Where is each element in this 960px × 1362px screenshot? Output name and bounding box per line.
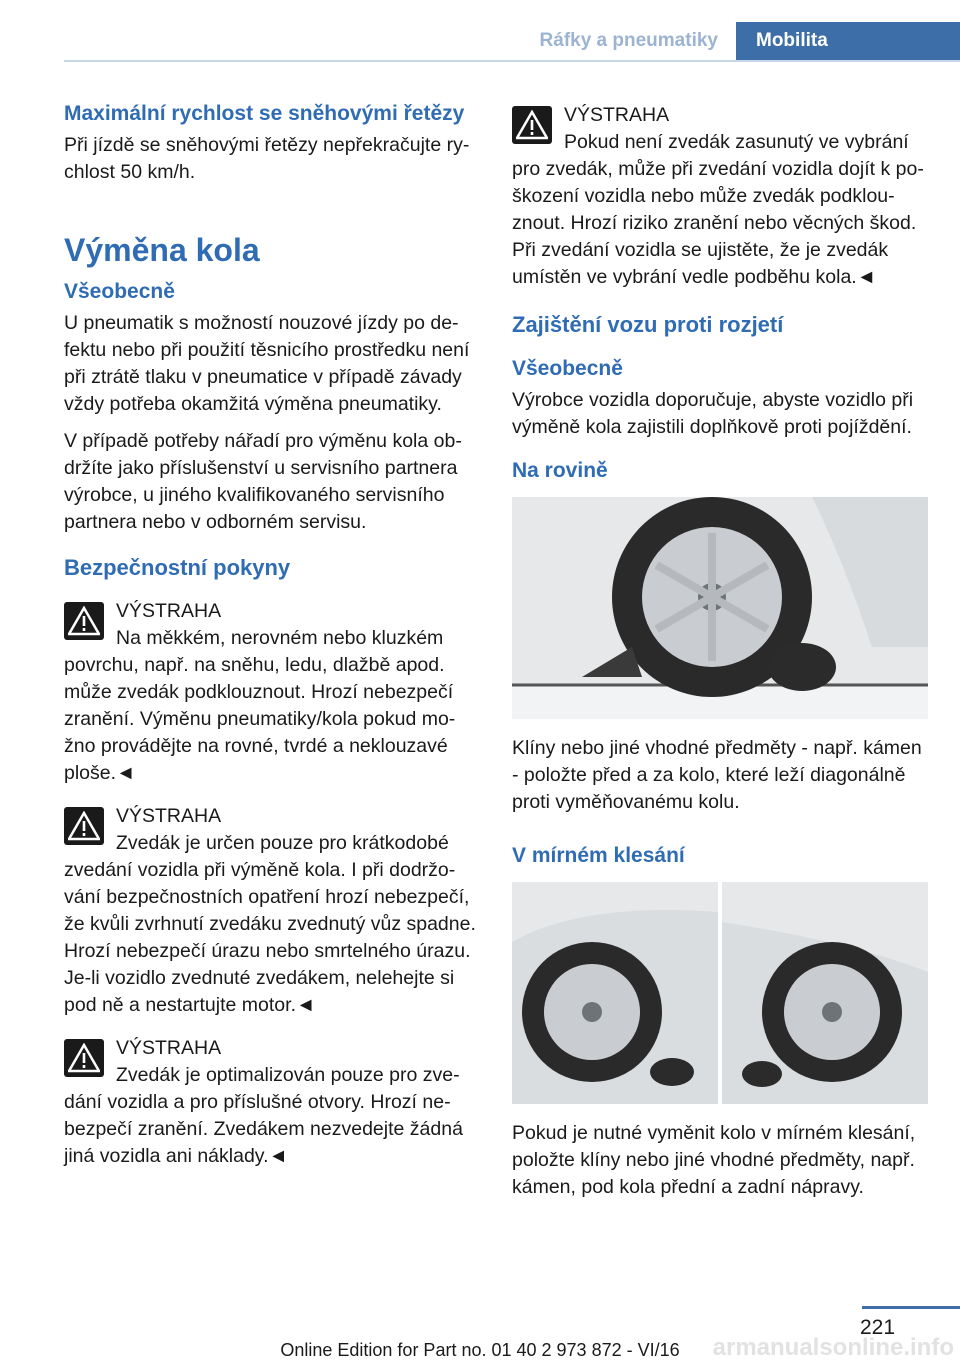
page-number-rule [862,1306,960,1309]
section-title: Ráfky a pneumatiky [539,30,718,51]
warning-block [64,1035,478,1170]
flat-ground-illustration [512,497,928,719]
general-heading: Všeobecně [64,280,175,303]
flat-heading: Na rovině [512,459,608,482]
chapter-tab: Mobilita [736,22,960,62]
warning-triangle-icon [64,1039,104,1077]
footer-edition: Online Edition for Part no. 01 40 2 973 872 - VI/16 [280,1340,680,1360]
warning-triangle-icon [512,106,552,144]
general-paragraph-2: V případě potřeby nářadí pro výměnu kola obdržíte jako příslušenství u servisního partnera výrobce, u jiného kvalifikovaného servisního partnera nebo v odborném servisu. [64,430,462,533]
snow-chains-heading: Maximální rychlost se sněhovými řetězy [64,102,465,125]
warning-block [64,598,478,787]
secure-heading: Zajištění vozu proti rozjetí [512,312,784,337]
right-column [512,102,926,1211]
slope-illustration [512,882,928,1104]
warning-text: Na měkkém, nerovném nebo kluzkém povrchu, např. na sněhu, ledu, dlažbě apod. může zvedák podklouznout. Hrozí nebezpečí zranění. Výměnu pneumatiky/kola pokud možno provádějte na rovné, tvrdé a neklouzavé ploše.◄ [64,627,456,784]
wheel-change-heading: Výměna kola [64,232,260,268]
warning-title: VÝSTRAHA [116,600,222,622]
warning-block [64,803,478,1019]
slope-text: Pokud je nutné vyměnit kolo v mírném klesání, položte klíny nebo jiné vhodné předměty, např. kámen, pod kola přední a zadní nápravy. [512,1122,916,1198]
warning-title: VÝSTRAHA [564,104,670,126]
rear-wheel-illustration [722,882,928,1104]
page-number: 221 [860,1316,896,1339]
safety-heading: Bezpečnostní pokyny [64,555,291,580]
warning-block [512,102,926,291]
left-column [64,102,478,1186]
warning-text: Pokud není zvedák zasunutý ve vybrání pro zvedák, může při zvedání vozidla dojít k poškození vozidla nebo může zvedák podklouznout. Hrozí riziko zranění nebo věcných škod. Při zvedání vozidla se ujistěte, že je zvedák umístěn ve vybrání vedle podběhu kola.◄ [512,131,924,288]
snow-chains-text: Při jízdě se sněhovými řetězy nepřekračujte rychlost 50 km/h. [64,134,470,183]
warning-text: Zvedák je optimalizován pouze pro zvedání vozidla a pro příslušné otvory. Hrozí nebezpečí zranění. Zvedákem nezvedejte žádná jiná vozidla ani náklady.◄ [64,1064,463,1167]
warning-text: Zvedák je určen pouze pro krátkodobé zvedání vozidla při výměně kola. I při dodržování bezpečnostních opatření hrozí nebezpečí, že kvůli zvrhnutí zvedáku zvednutý vůz spadne. Hrozí nebezpečí úrazu nebo smrtelného úrazu. Je-li vozidlo zvednuté zvedákem, nelehejte si pod ně a nestartujte motor.◄ [64,832,476,1016]
general-text: Výrobce vozidla doporučuje, abyste vozidlo při výměně kola zajistili doplňkově proti pojíždění. [512,389,914,438]
general-paragraph-1: U pneumatik s možností nouzové jízdy po defektu nebo při použití těsnicího prostředku není při ztrátě tlaku v pneumatice v případě závady vždy potřeba okamžitá výměna pneumatiky. [64,312,470,415]
general-heading: Všeobecně [512,357,623,380]
header-rule [64,60,960,62]
front-wheel-illustration [512,882,718,1104]
watermark: armanualsonline.info [712,1334,954,1361]
warning-title: VÝSTRAHA [116,805,222,827]
warning-triangle-icon [64,807,104,845]
warning-triangle-icon [64,602,104,640]
slope-heading: V mírném klesání [512,844,685,867]
flat-text: Klíny nebo jiné vhodné předměty - např. kámen - položte před a za kolo, které leží diagonálně proti vyměňovanému kolu. [512,737,922,813]
warning-title: VÝSTRAHA [116,1037,222,1059]
